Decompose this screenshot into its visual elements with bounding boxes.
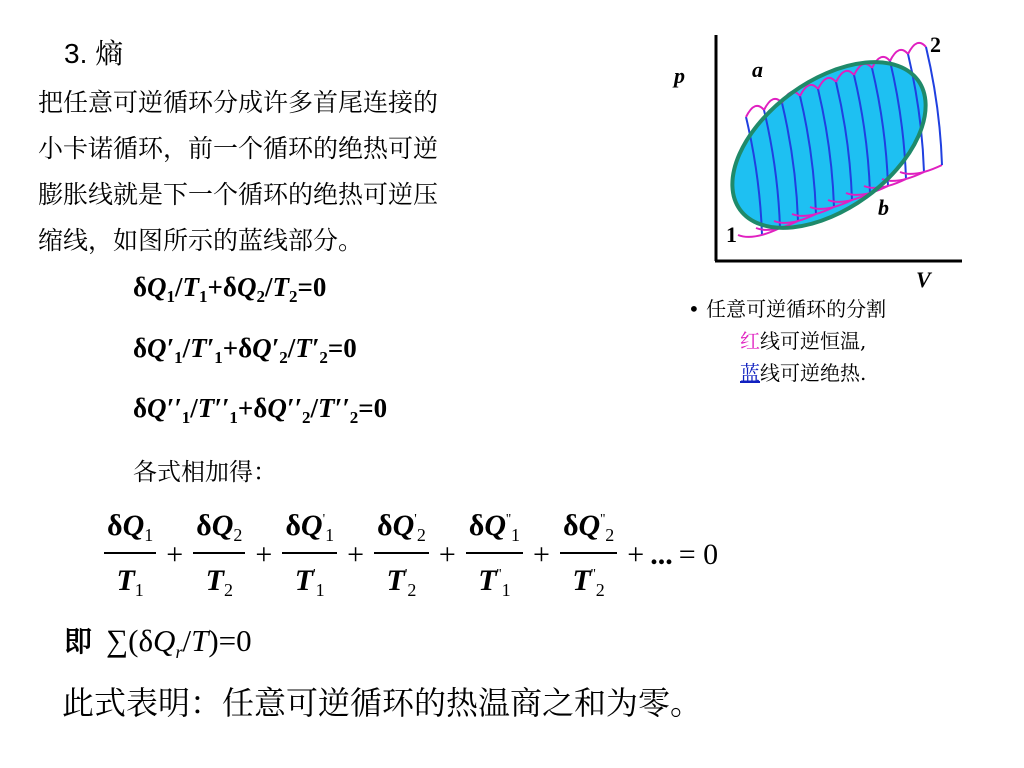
- branch-a-label: a: [752, 57, 763, 82]
- conclusion-text: 此式表明：任意可逆循环的热温商之和为零。: [62, 684, 703, 722]
- pv-diagram: [668, 25, 968, 295]
- p-axis-label: p: [674, 63, 685, 88]
- ji-label: 即: [64, 626, 93, 657]
- red-word: 红: [740, 329, 760, 353]
- add-text: 各式相加得：: [133, 458, 277, 486]
- point-1-label: 1: [726, 222, 737, 247]
- isotherm-line: [890, 50, 908, 61]
- fraction-1: $\frac{\delta Q_1}{T_1}$: [104, 509, 156, 601]
- fraction-6: $\frac{\delta Q''_2}{T''_2}$: [560, 509, 617, 601]
- sum-relation: 即 $\sum(\delta Q_r/T)=0$: [64, 623, 252, 663]
- blue-word: 蓝: [740, 361, 760, 385]
- point-2-label: 2: [930, 32, 941, 57]
- paragraph-line-4: 缩线，如图所示的蓝线部分。: [38, 226, 364, 255]
- paragraph-line-2: 小卡诺循环，前一个循环的绝热可逆: [38, 134, 439, 163]
- section-title: 3. 熵: [64, 38, 124, 69]
- note-line-1: • 任意可逆循环的分割: [688, 297, 887, 321]
- sum-equation: $\frac{\delta Q_1}{T_1}$ + $\frac{\delta Q_2}{T_2}$ + $\frac{\delta Q'_1}{T'_1}$ + $\frac{\delta Q'_2}{T'_2}$ + $\frac{\delta Q''_1}{T''_1}$ + $\frac{\delta Q''_2}{T''_2}$ + ... = 0: [100, 500, 724, 610]
- equals-zero: = 0: [678, 538, 719, 571]
- ellipsis: ...: [650, 538, 673, 571]
- diagram-note: [688, 293, 886, 389]
- fraction-2: $\frac{\delta Q_2}{T_2}$: [193, 509, 245, 601]
- branch-b-label: b: [878, 195, 889, 220]
- note-line-3: 蓝线可逆绝热.: [740, 361, 867, 385]
- paragraph-line-1: 把任意可逆循环分成许多首尾连接的: [38, 88, 439, 117]
- isotherm-line: [746, 106, 764, 117]
- isotherm-line: [908, 43, 926, 54]
- intro-paragraph: [38, 80, 638, 264]
- paragraph-line-3: 膨胀线就是下一个循环的绝热可逆压: [38, 180, 439, 209]
- note-line-2: 红线可逆恒温,: [740, 329, 867, 353]
- fraction-4: $\frac{\delta Q'_2}{T'_2}$: [374, 509, 429, 601]
- fraction-3: $\frac{\delta Q'_1}{T'_1}$: [282, 509, 337, 601]
- equation-1: $\delta Q_1/T_1+\delta Q_2/T_2=0$: [133, 272, 327, 306]
- v-axis-label: V: [916, 267, 931, 292]
- adiabat-line: [926, 47, 942, 165]
- equation-2: $\delta Q'_1/T'_1+\delta Q'_2/T'_2=0$: [133, 333, 357, 367]
- equation-3: $\delta Q''_1/T''_1+\delta Q''_2/T''_2=0$: [133, 393, 388, 427]
- fraction-5: $\frac{\delta Q''_1}{T''_1}$: [466, 509, 523, 601]
